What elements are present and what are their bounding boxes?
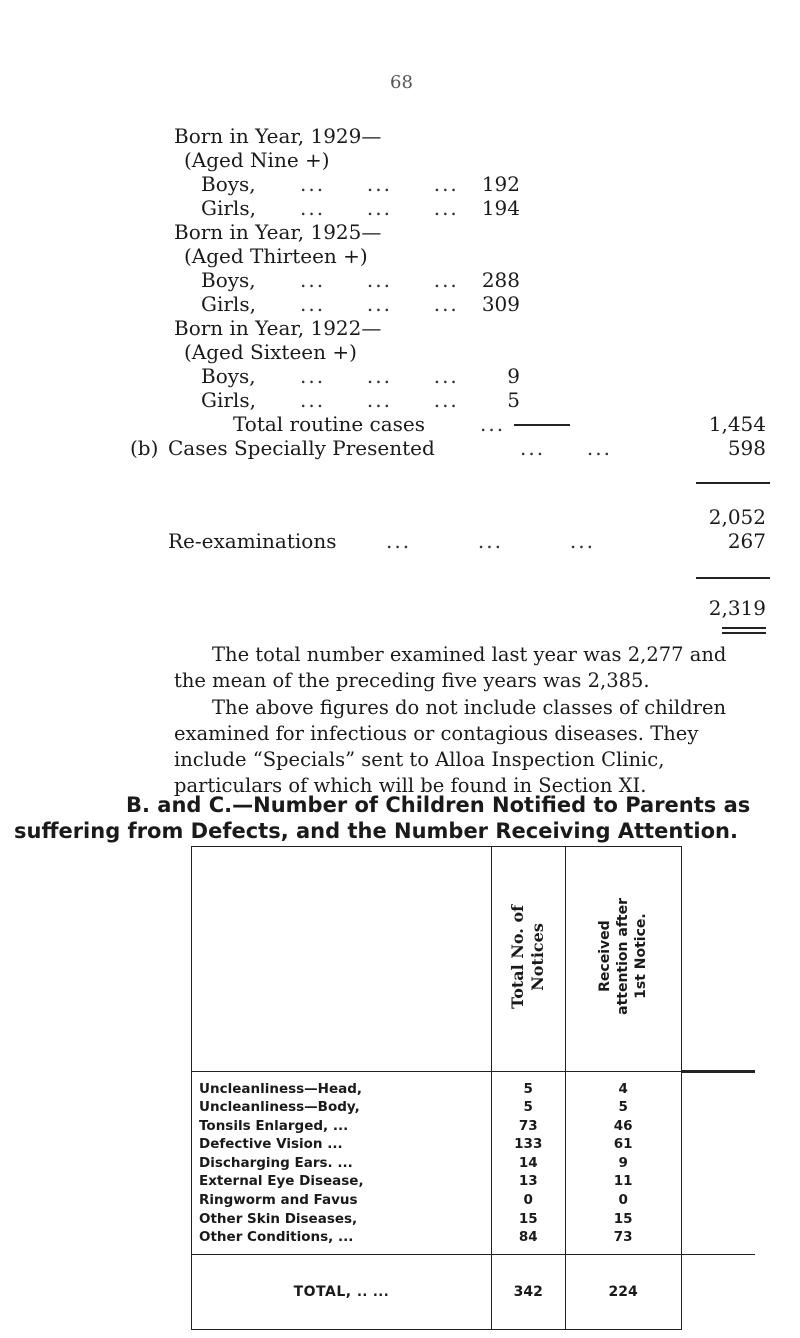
specially-label: Cases Specially Presented [168, 436, 435, 460]
summary-value: 192 [481, 172, 520, 196]
summary-line: (Aged Nine +) [184, 148, 330, 172]
specially-value: 598 [727, 436, 766, 460]
table-attention-value: 4 [618, 1080, 628, 1097]
summary-value: 5 [507, 388, 520, 412]
sum-rule [696, 482, 770, 484]
table-blank-margin [681, 1255, 755, 1330]
table-notices-value: 13 [518, 1173, 538, 1190]
table-row-label: Uncleanliness—Body, [199, 1099, 360, 1116]
table-notices-value: 14 [518, 1154, 538, 1171]
paragraph-line: The above figures do not include classes of children [212, 696, 727, 719]
paragraph-line: examined for infectious or contagious diseases. They [174, 722, 699, 745]
table-row-label: Other Skin Diseases, [199, 1210, 358, 1227]
summary-line: Girls, [201, 292, 256, 316]
table-total-attention: 224 [565, 1255, 681, 1330]
paragraph-line: particulars of which will be found in Section XI. [174, 774, 647, 797]
table-notices-cell [491, 1071, 565, 1255]
paragraph-line: The total number examined last year was 2,277 and [212, 643, 727, 666]
double-rule-bottom [722, 632, 766, 634]
table-attention-value: 9 [618, 1154, 628, 1171]
table-total-notices: 342 [491, 1255, 565, 1330]
summary-line: Boys, [201, 268, 256, 292]
summary-line: Born in Year, 1922— [174, 316, 382, 340]
table-blank-margin [681, 847, 755, 1072]
table-attention-value: 15 [613, 1210, 633, 1227]
reexam-label: Re-examinations [168, 529, 337, 553]
table-row-label: Tonsils Enlarged, ... [199, 1117, 349, 1134]
table-row-label: Uncleanliness—Head, [199, 1080, 363, 1097]
paragraph-line: the mean of the preceding five years was 2,385. [174, 669, 650, 692]
table-total-label: TOTAL, [293, 1284, 352, 1300]
subtotal-value: 2,052 [708, 505, 766, 529]
paragraph-2 [174, 695, 774, 799]
summary-line: Born in Year, 1925— [174, 220, 382, 244]
table-attention-value: 5 [618, 1099, 628, 1116]
summary-value: 309 [481, 292, 520, 316]
total-routine-label: Total routine cases [233, 412, 426, 436]
table-notices-value: 5 [523, 1099, 533, 1116]
heading-line-1: B. and C.—Number of Children Notified to Parents as [126, 793, 751, 817]
col-header-attention-text: Received attention after 1st Notice. [597, 898, 650, 1016]
leader-dots: ... ... [520, 436, 612, 460]
summary-line: Girls, [201, 388, 256, 412]
reexam-value: 267 [727, 529, 766, 553]
table-notices-value: 5 [523, 1080, 533, 1097]
table-row-label: Discharging Ears. ... [199, 1154, 353, 1171]
col-header-notices-text: Total No. of Notices [508, 904, 548, 1009]
defects-table [191, 846, 755, 1330]
summary-value: 288 [481, 268, 520, 292]
col-header-attention [565, 847, 681, 1072]
section-heading [14, 792, 794, 844]
col-header-notices [491, 847, 565, 1072]
table-total-dots: .. ... [356, 1285, 390, 1300]
leader-dots: ... ... ... [300, 268, 459, 292]
paragraph-line: include “Specials” sent to Alloa Inspection Clinic, [174, 748, 665, 771]
table-attention-cell [565, 1071, 681, 1255]
leader-dots: ... ... ... [300, 364, 459, 388]
double-rule-top [722, 627, 766, 629]
summary-line: Boys, [201, 364, 256, 388]
table-notices-value: 73 [518, 1117, 538, 1134]
leader-dots: ... ... ... [300, 388, 459, 412]
leader-dots: ... ... ... [300, 292, 459, 316]
sum-rule [696, 577, 770, 579]
leader-dots: ... ... ... [300, 172, 459, 196]
leader-dots: ... ... ... [300, 196, 459, 220]
table-notices-value: 84 [518, 1229, 538, 1246]
table-notices-value: 15 [518, 1210, 538, 1227]
total-routine-value: 1,454 [708, 412, 766, 436]
table-attention-value: 11 [613, 1173, 633, 1190]
specially-marker: (b) [130, 436, 159, 460]
table-row-label: External Eye Disease, [199, 1173, 364, 1190]
table-attention-value: 61 [613, 1136, 633, 1153]
table-attention-value: 0 [618, 1192, 628, 1209]
table-header-blank [192, 847, 492, 1072]
summary-line: (Aged Sixteen +) [184, 340, 357, 364]
page-number: 68 [390, 72, 413, 93]
table-row-label: Ringworm and Favus [199, 1192, 358, 1209]
subtotal-rule [514, 424, 570, 426]
table-attention-value: 73 [613, 1229, 633, 1246]
table-total-label-cell [192, 1255, 492, 1330]
table-attention-value: 46 [613, 1117, 633, 1134]
table-row-label: Other Conditions, ... [199, 1229, 354, 1246]
paragraph-1 [174, 642, 774, 694]
table-notices-value: 133 [514, 1136, 543, 1153]
table-labels-cell [192, 1071, 492, 1255]
grand-total-value: 2,319 [708, 596, 766, 620]
summary-line: Girls, [201, 196, 256, 220]
summary-line: (Aged Thirteen +) [184, 244, 368, 268]
leader-dots: ... ... ... [386, 529, 595, 553]
summary-value: 9 [507, 364, 520, 388]
summary-value: 194 [481, 196, 520, 220]
table-notices-value: 0 [523, 1192, 533, 1209]
leader-dots: ... [480, 412, 506, 436]
table-row-label: Defective Vision ... [199, 1136, 343, 1153]
heading-line-2: suffering from Defects, and the Number Receiving Attention. [14, 819, 738, 843]
summary-line: Boys, [201, 172, 256, 196]
table-blank-margin [681, 1071, 755, 1255]
summary-line: Born in Year, 1929— [174, 124, 382, 148]
